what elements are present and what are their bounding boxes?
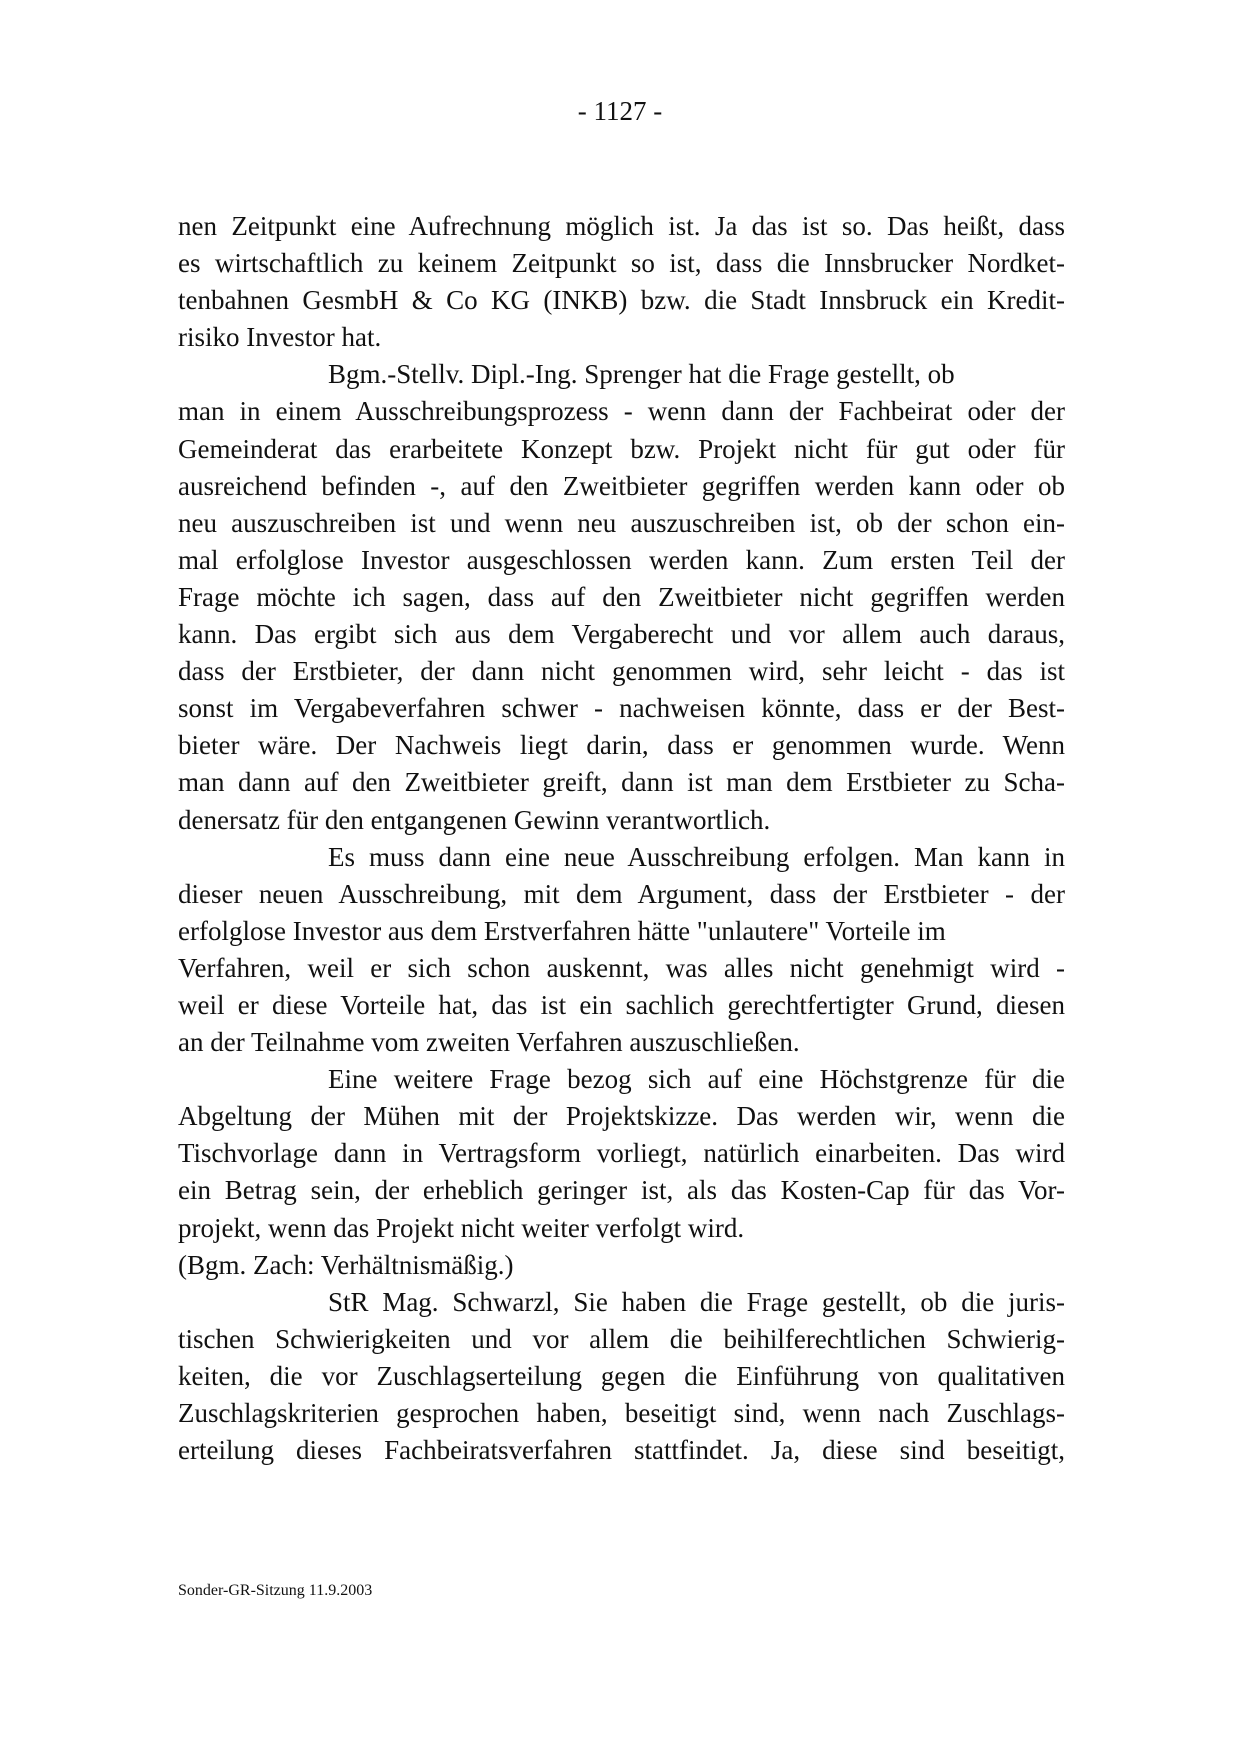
text-line: Tischvorlage dann in Vertragsform vorliegt, natürlich einarbeiten. Das wird xyxy=(178,1138,1065,1169)
text-line: Abgeltung der Mühen mit der Projektskizze. Das werden wir, wenn die xyxy=(178,1101,1065,1132)
page-number: - 1127 - xyxy=(577,96,663,126)
text-line: denersatz für den entgangenen Gewinn verantwortlich. xyxy=(178,804,771,835)
text-line: kann. Das ergibt sich aus dem Vergaberecht und vor allem auch daraus, xyxy=(178,619,1065,650)
text-line: ausreichend befinden -, auf den Zweitbieter gegriffen werden kann oder ob xyxy=(178,470,1065,501)
text-line: dass der Erstbieter, der dann nicht genommen wird, sehr leicht - das ist xyxy=(178,656,1065,687)
text-line: an der Teilnahme vom zweiten Verfahren auszuschließen. xyxy=(178,1027,800,1058)
paragraph-start-line: Es muss dann eine neue Ausschreibung erfolgen. Man kann in xyxy=(328,841,1065,872)
text-line: ein Betrag sein, der erheblich geringer ist, als das Kosten-Cap für das Vor- xyxy=(178,1175,1065,1206)
text-line: Gemeinderat das erarbeitete Konzept bzw. Projekt nicht für gut oder für xyxy=(178,433,1065,464)
text-line: tischen Schwierigkeiten und vor allem die beihilferechtlichen Schwierig- xyxy=(178,1323,1065,1354)
paragraph-start-line: Bgm.-Stellv. Dipl.-Ing. Sprenger hat die Frage gestellt, ob xyxy=(328,359,955,390)
text-line: Verfahren, weil er sich schon auskennt, was alles nicht genehmigt wird - xyxy=(178,952,1065,983)
text-line: man in einem Ausschreibungsprozess - wenn dann der Fachbeirat oder der xyxy=(178,396,1065,427)
text-line: erfolglose Investor aus dem Erstverfahren hätte "unlautere" Vorteile im xyxy=(178,915,946,946)
text-line: sonst im Vergabeverfahren schwer - nachweisen könnte, dass er der Best- xyxy=(178,693,1065,724)
text-line: tenbahnen GesmbH & Co KG (INKB) bzw. die Stadt Innsbruck ein Kredit- xyxy=(178,285,1065,316)
text-line: nen Zeitpunkt eine Aufrechnung möglich ist. Ja das ist so. Das heißt, dass xyxy=(178,211,1065,241)
text-line: neu auszuschreiben ist und wenn neu auszuschreiben ist, ob der schon ein- xyxy=(178,507,1065,538)
paragraph-start-line: Eine weitere Frage bezog sich auf eine Höchstgrenze für die xyxy=(328,1064,1065,1095)
text-line: es wirtschaftlich zu keinem Zeitpunkt so ist, dass die Innsbrucker Nordket- xyxy=(178,248,1065,279)
text-line: dieser neuen Ausschreibung, mit dem Argument, dass der Erstbieter - der xyxy=(178,878,1065,909)
text-line: weil er diese Vorteile hat, das ist ein sachlich gerechtfertigter Grund, diesen xyxy=(178,989,1065,1020)
text-line: bieter wäre. Der Nachweis liegt darin, dass er genommen wurde. Wenn xyxy=(178,730,1065,761)
text-line: Frage möchte ich sagen, dass auf den Zweitbieter nicht gegriffen werden xyxy=(178,581,1065,612)
text-line: risiko Investor hat. xyxy=(178,322,382,353)
text-line: man dann auf den Zweitbieter greift, dann ist man dem Erstbieter zu Scha- xyxy=(178,767,1065,798)
interjection-line: (Bgm. Zach: Verhältnismäßig.) xyxy=(178,1249,514,1280)
paragraph-start-line: StR Mag. Schwarzl, Sie haben die Frage gestellt, ob die juris- xyxy=(328,1286,1065,1317)
text-line: mal erfolglose Investor ausgeschlossen werden kann. Zum ersten Teil der xyxy=(178,544,1065,575)
text-line: keiten, die vor Zuschlagserteilung gegen die Einführung von qualitativen xyxy=(178,1360,1065,1391)
text-line: projekt, wenn das Projekt nicht weiter verfolgt wird. xyxy=(178,1212,745,1243)
document-body xyxy=(178,208,1065,1469)
page-footer: Sonder-GR-Sitzung 11.9.2003 xyxy=(178,1582,373,1599)
text-line: Zuschlagskriterien gesprochen haben, beseitigt sind, wenn nach Zuschlags- xyxy=(178,1398,1065,1428)
text-line: erteilung dieses Fachbeiratsverfahren stattfindet. Ja, diese sind beseitigt, xyxy=(178,1435,1065,1466)
